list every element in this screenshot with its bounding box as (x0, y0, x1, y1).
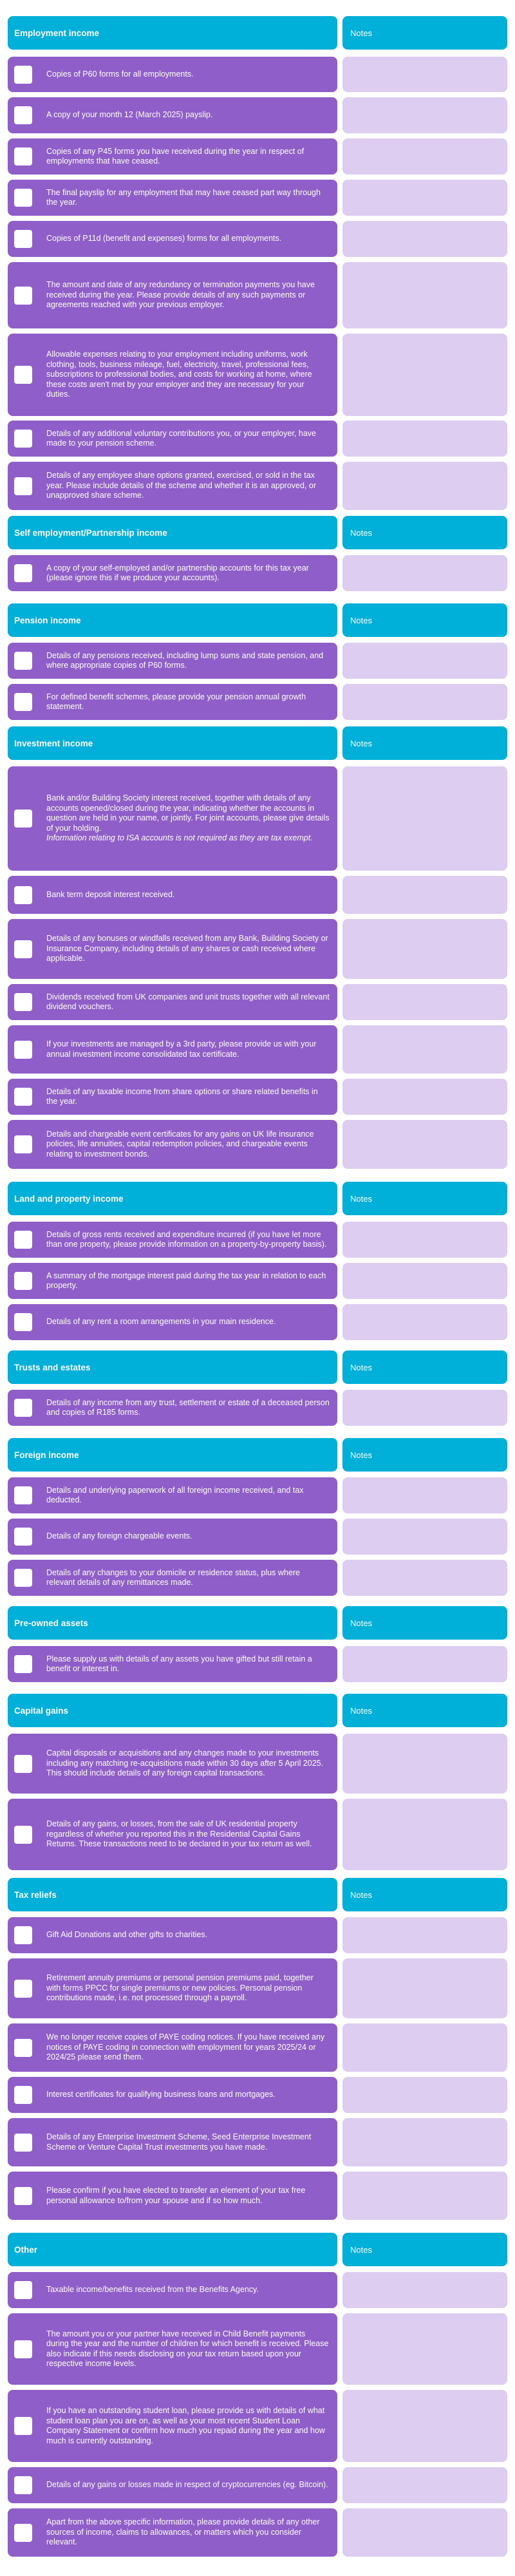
section-title: Capital gains (8, 1694, 337, 1727)
item-text-block (46, 1390, 330, 1426)
item-card (8, 221, 337, 257)
item-card (8, 1263, 337, 1299)
item-card (8, 262, 337, 328)
item-card (8, 1304, 337, 1340)
notes-field[interactable] (342, 2172, 507, 2220)
notes-field[interactable] (342, 2467, 507, 2503)
item-card (8, 984, 337, 1020)
checklist-item (8, 221, 507, 257)
checklist-item (8, 57, 507, 92)
notes-header: Notes (342, 16, 507, 50)
item-description: Copies of P11d (benefit and expenses) forms for all employments. (46, 234, 282, 243)
notes-header: Notes (342, 726, 507, 760)
item-text-block (46, 1120, 330, 1169)
item-checkbox[interactable] (14, 366, 32, 384)
notes-field[interactable] (342, 1560, 507, 1596)
item-checkbox[interactable] (14, 477, 32, 495)
item-text-block (46, 876, 330, 914)
item-checkbox[interactable] (14, 230, 32, 248)
item-card (8, 1646, 337, 1682)
item-text-block (46, 643, 330, 679)
notes-field[interactable] (342, 1120, 507, 1169)
section-title: Pension income (8, 603, 337, 637)
item-card (8, 138, 337, 175)
item-text-block (46, 2313, 330, 2385)
notes-field[interactable] (342, 462, 507, 510)
item-text-block (46, 334, 330, 416)
item-checkbox[interactable] (14, 1826, 32, 1844)
item-card (8, 643, 337, 679)
item-text-block (46, 1560, 330, 1596)
item-description: Interest certificates for qualifying business loans and mortgages. (46, 2090, 276, 2099)
item-text-block (46, 2390, 330, 2462)
item-description: Retirement annuity premiums or personal pension premiums paid, together with forms PPCC for single premiums or new policies. Personal pension contributions made, i.e. not processed through a payroll. (46, 1973, 314, 2003)
notes-field[interactable] (342, 984, 507, 1020)
notes-field[interactable] (342, 2118, 507, 2166)
notes-header: Notes (342, 516, 507, 549)
item-text-block (46, 1799, 330, 1870)
item-checkbox[interactable] (14, 1399, 32, 1417)
checklist-item (8, 2272, 507, 2308)
section-header (8, 726, 507, 760)
item-description: The amount and date of any redundancy or termination payments you have received during the year. Please provide details of any such payments or agreements reached with your previous employer. (46, 280, 315, 310)
item-card (8, 766, 337, 871)
item-description: Details of any pensions received, including lump sums and state pension, and where appropriate copies of P60 forms. (46, 650, 324, 670)
item-description: If your investments are managed by a 3rd party, please provide us with your annual investment income consolidated tax certificate. (46, 1039, 317, 1059)
checklist-item (8, 462, 507, 510)
item-text-block (46, 766, 330, 871)
notes-field[interactable] (342, 1477, 507, 1513)
checklist-item (8, 1917, 507, 1953)
item-checkbox[interactable] (14, 993, 32, 1011)
section-header (8, 516, 507, 549)
item-text-block (46, 180, 330, 216)
checklist-item (8, 2390, 507, 2462)
notes-field[interactable] (342, 1958, 507, 2018)
item-note: Information relating to ISA accounts is not required as they are tax exempt. (46, 833, 313, 843)
item-description: A copy of your self-employed and/or partnership accounts for this tax year (please ignore this if we produce your accounts). (46, 563, 309, 582)
item-checkbox[interactable] (14, 189, 32, 207)
notes-header: Notes (342, 1694, 507, 1727)
item-text-block (46, 462, 330, 510)
checklist-item (8, 2508, 507, 2557)
item-text-block (46, 984, 330, 1020)
item-text-block (46, 2508, 330, 2557)
item-text-block (46, 1079, 330, 1115)
item-description: Details of any Enterprise Investment Scheme, Seed Enterprise Investment Scheme or Venture Capital Trust investments you have made. (46, 2132, 312, 2152)
item-checkbox[interactable] (14, 106, 32, 124)
item-card (8, 180, 337, 216)
checklist-item (8, 262, 507, 328)
checklist-item (8, 1120, 507, 1169)
item-description: If you have an outstanding student loan, please provide us with details of what student loan plan you are on, as well as your most recent Student Loan Company Statement or confirm how much you repaid during the year and how much is currently outstanding. (46, 2406, 325, 2445)
item-description: We no longer receive copies of PAYE coding notices. If you have received any notices of PAYE coding in connection with employment for years 2025/24 or 2024/25 please send them. (46, 2032, 325, 2062)
notes-header: Notes (342, 2233, 507, 2266)
section-header (8, 603, 507, 637)
item-card (8, 2313, 337, 2385)
item-checkbox[interactable] (14, 1088, 32, 1106)
item-description: Dividends received from UK companies and unit trusts together with all relevant dividend vouchers. (46, 992, 330, 1011)
checklist-item (8, 555, 507, 591)
item-description: Details of any gains, or losses, from the sale of UK residential property regardless of whether you reported this in the Residential Capital Gains Returns. These transactions need to be declared in your tax return as well. (46, 1819, 312, 1849)
checklist-item (8, 1799, 507, 1870)
checklist-item (8, 1734, 507, 1794)
section-header (8, 2233, 507, 2266)
notes-field[interactable] (342, 1390, 507, 1426)
section-header (8, 1182, 507, 1215)
item-checkbox[interactable] (14, 1041, 32, 1059)
item-description: Allowable expenses relating to your employment including uniforms, work clothing, tools, business mileage, fuel, electricity, travel, professional fees, subscriptions to professional bodies, and costs for working at home, where these costs aren't met by your employer and they are necessary for your duties. (46, 350, 312, 399)
notes-field[interactable] (342, 138, 507, 175)
checklist-item (8, 1304, 507, 1340)
item-description: Details of any taxable income from share options or share related benefits in the year. (46, 1086, 318, 1106)
notes-field[interactable] (342, 1222, 507, 1258)
item-description: A summary of the mortgage interest paid during the tax year in relation to each property. (46, 1271, 326, 1290)
section-title: Self employment/Partnership income (8, 516, 337, 549)
item-checkbox[interactable] (14, 1980, 32, 1998)
item-card (8, 2118, 337, 2166)
item-checkbox[interactable] (14, 1926, 32, 1944)
item-description: Copies of P60 forms for all employments. (46, 69, 194, 79)
item-text-block (46, 1304, 330, 1340)
item-text-block (46, 1477, 330, 1513)
section-header (8, 1438, 507, 1472)
item-text-block (46, 1025, 330, 1074)
item-description: Please supply us with details of any assets you have gifted but still retain a benefit or interest in. (46, 1654, 312, 1673)
item-description: Bank and/or Building Society interest received, together with details of any accounts opened/closed during the year, indicating whether the accounts in question are held in your name, or jointly. For joint accounts, please give details of your holding. (46, 793, 330, 833)
item-card (8, 1079, 337, 1115)
item-description: A copy of your month 12 (March 2025) payslip. (46, 110, 213, 120)
item-card (8, 1222, 337, 1258)
item-card (8, 2272, 337, 2308)
checklist-item (8, 180, 507, 216)
item-text-block (46, 2467, 330, 2503)
checklist-item (8, 2077, 507, 2113)
item-text-block (46, 2118, 330, 2166)
item-description: Gift Aid Donations and other gifts to charities. (46, 1930, 208, 1940)
item-card (8, 1519, 337, 1555)
checklist-item (8, 2467, 507, 2503)
item-checkbox[interactable] (14, 2524, 32, 2542)
notes-field[interactable] (342, 919, 507, 979)
checklist-item (8, 1646, 507, 1682)
item-description: Details and chargeable event certificates for any gains on UK life insurance policies, life annuities, capital redemption policies, and chargeable events relating to investment bonds. (46, 1129, 314, 1159)
notes-field[interactable] (342, 2272, 507, 2308)
checklist-item (8, 919, 507, 979)
checklist-item (8, 876, 507, 914)
section-title: Tax reliefs (8, 1878, 337, 1911)
checklist-item (8, 421, 507, 457)
section-title: Investment income (8, 726, 337, 760)
item-text-block (46, 2172, 330, 2220)
checklist-item (8, 684, 507, 720)
notes-field[interactable] (342, 2313, 507, 2385)
notes-field[interactable] (342, 1519, 507, 1555)
notes-field[interactable] (342, 643, 507, 679)
item-checkbox[interactable] (14, 2340, 32, 2358)
item-text-block (46, 1263, 330, 1299)
section-title: Land and property income (8, 1182, 337, 1215)
item-checkbox[interactable] (14, 2417, 32, 2435)
checklist-item (8, 2023, 507, 2072)
notes-field[interactable] (342, 1799, 507, 1870)
section-title: Employment income (8, 16, 337, 50)
item-card (8, 1477, 337, 1513)
notes-header: Notes (342, 1350, 507, 1384)
notes-field[interactable] (342, 221, 507, 257)
item-card (8, 1799, 337, 1870)
item-description: Details of any additional voluntary contributions you, or your employer, have made to your pension scheme. (46, 428, 316, 448)
item-text-block (46, 1734, 330, 1794)
checklist-item (8, 1958, 507, 2018)
notes-field[interactable] (342, 1646, 507, 1682)
item-checkbox[interactable] (14, 1655, 32, 1673)
item-card (8, 2172, 337, 2220)
section-header (8, 1694, 507, 1727)
item-card (8, 2023, 337, 2072)
item-text-block (46, 1222, 330, 1258)
item-card (8, 1917, 337, 1953)
item-checkbox[interactable] (14, 564, 32, 582)
checklist-item (8, 2118, 507, 2166)
notes-field[interactable] (342, 1025, 507, 1074)
item-checkbox[interactable] (14, 810, 32, 828)
checklist-item (8, 2172, 507, 2220)
notes-field[interactable] (342, 1263, 507, 1299)
checklist-item (8, 1390, 507, 1426)
notes-header: Notes (342, 1438, 507, 1472)
item-checkbox[interactable] (14, 66, 32, 84)
item-card (8, 684, 337, 720)
section-header (8, 1606, 507, 1640)
item-text-block (46, 1519, 330, 1555)
item-checkbox[interactable] (14, 1528, 32, 1546)
notes-field[interactable] (342, 2023, 507, 2072)
notes-field[interactable] (342, 766, 507, 871)
notes-header: Notes (342, 1878, 507, 1911)
checklist-item (8, 1477, 507, 1513)
notes-field[interactable] (342, 2077, 507, 2113)
item-description: Bank term deposit interest received. (46, 889, 175, 899)
item-checkbox[interactable] (14, 652, 32, 670)
section-header (8, 16, 507, 50)
notes-field[interactable] (342, 57, 507, 92)
item-card (8, 334, 337, 416)
item-text-block (46, 421, 330, 457)
item-card (8, 421, 337, 457)
item-description: Details of any income from any trust, settlement or estate of a deceased person and copies of R185 forms. (46, 1397, 330, 1417)
checklist-item (8, 2313, 507, 2385)
section-title: Other (8, 2233, 337, 2266)
item-card (8, 1120, 337, 1169)
item-checkbox[interactable] (14, 2039, 32, 2057)
item-checkbox[interactable] (14, 430, 32, 448)
item-text-block (46, 919, 330, 979)
item-description: The amount you or your partner have received in Child Benefit payments during the year and the number of children for which benefit is received. Please also indicate if this needs disclosing on your tax return based upon your respective income levels. (46, 2329, 329, 2368)
checklist-item (8, 766, 507, 871)
checklist-item (8, 334, 507, 416)
item-card (8, 555, 337, 591)
item-description: Details of any bonuses or windfalls received from any Bank, Building Society or Insurance Company, including details of any shares or cash received where applicable. (46, 934, 328, 963)
checklist-item (8, 1560, 507, 1596)
notes-field[interactable] (342, 1079, 507, 1115)
item-checkbox[interactable] (14, 1755, 32, 1773)
item-text-block (46, 2272, 330, 2308)
item-card (8, 919, 337, 979)
item-checkbox[interactable] (14, 287, 32, 305)
item-checkbox[interactable] (14, 2187, 32, 2205)
notes-field[interactable] (342, 876, 507, 914)
notes-header: Notes (342, 1182, 507, 1215)
item-checkbox[interactable] (14, 1313, 32, 1331)
item-card (8, 1025, 337, 1074)
item-card (8, 1958, 337, 2018)
item-card (8, 1390, 337, 1426)
item-description: Details of any rent a room arrangements in your main residence. (46, 1317, 276, 1327)
notes-field[interactable] (342, 97, 507, 133)
item-text-block (46, 221, 330, 257)
item-card (8, 97, 337, 133)
item-card (8, 2467, 337, 2503)
item-checkbox[interactable] (14, 147, 32, 166)
checklist-item (8, 1222, 507, 1258)
item-checkbox[interactable] (14, 1135, 32, 1153)
checklist-item (8, 984, 507, 1020)
checklist-item (8, 1079, 507, 1115)
notes-field[interactable] (342, 180, 507, 216)
item-text-block (46, 2023, 330, 2072)
item-description: For defined benefit schemes, please provide your pension annual growth statement. (46, 692, 306, 711)
item-text-block (46, 2077, 330, 2113)
checklist-item (8, 138, 507, 175)
section-header (8, 1350, 507, 1384)
checklist-item (8, 1519, 507, 1555)
checklist-item (8, 97, 507, 133)
section-title: Pre-owned assets (8, 1606, 337, 1640)
notes-field[interactable] (342, 1917, 507, 1953)
checklist-item (8, 1263, 507, 1299)
item-description: Please confirm if you have elected to transfer an element of your tax free personal allowance to/from your spouse and if so how much. (46, 2186, 306, 2205)
item-checkbox[interactable] (14, 2281, 32, 2299)
item-description: Taxable income/benefits received from the Benefits Agency. (46, 2285, 259, 2295)
item-text-block (46, 57, 330, 92)
checklist-item (8, 1025, 507, 1074)
item-description: Details of any changes to your domicile or residence status, plus where relevant details of any remittances made. (46, 1567, 300, 1587)
item-checkbox[interactable] (14, 1486, 32, 1504)
notes-field[interactable] (342, 421, 507, 457)
checklist-item (8, 643, 507, 679)
notes-header: Notes (342, 603, 507, 637)
item-text-block (46, 1917, 330, 1953)
item-description: Capital disposals or acquisitions and any changes made to your investments including any matching re-acquisitions made within 30 days after 5 April 2025. This should include details of any foreign capital transactions. (46, 1748, 324, 1778)
item-text-block (46, 97, 330, 133)
item-description: Copies of any P45 forms you have received during the year in respect of employments that have ceased. (46, 146, 304, 166)
item-checkbox[interactable] (14, 1569, 32, 1587)
item-text-block (46, 555, 330, 591)
notes-field[interactable] (342, 1304, 507, 1340)
item-checkbox[interactable] (14, 2476, 32, 2494)
item-description: Details of any gains or losses made in respect of cryptocurrencies (eg. Bitcoin). (46, 2480, 328, 2490)
notes-field[interactable] (342, 555, 507, 591)
item-text-block (46, 684, 330, 720)
item-card (8, 2508, 337, 2557)
notes-field[interactable] (342, 2508, 507, 2557)
item-description: Apart from the above specific information, please provide details of any other sources of income, claims to allowances, or matters which you consider relevant. (46, 2517, 320, 2547)
item-card (8, 2390, 337, 2462)
item-card (8, 57, 337, 92)
item-checkbox[interactable] (14, 886, 32, 904)
item-card (8, 2077, 337, 2113)
section-title: Foreign income (8, 1438, 337, 1472)
notes-field[interactable] (342, 2390, 507, 2462)
item-description: Details of any employee share options granted, exercised, or sold in the tax year. Please include details of the scheme and whether it is an approved, or unapproved share scheme. (46, 471, 317, 500)
item-card (8, 1734, 337, 1794)
notes-header: Notes (342, 1606, 507, 1640)
item-description: Details of gross rents received and expenditure incurred (if you have let more than one property, please provide information on a property-by-property basis). (46, 1229, 327, 1249)
item-text-block (46, 262, 330, 328)
item-card (8, 462, 337, 510)
notes-field[interactable] (342, 334, 507, 416)
section-header (8, 1878, 507, 1911)
item-card (8, 1560, 337, 1596)
notes-field[interactable] (342, 262, 507, 328)
notes-field[interactable] (342, 684, 507, 720)
item-description: Details of any foreign chargeable events. (46, 1531, 192, 1541)
item-checkbox[interactable] (14, 940, 32, 958)
item-checkbox[interactable] (14, 2134, 32, 2152)
item-description: The final payslip for any employment that may have ceased part way through the year. (46, 187, 321, 207)
item-text-block (46, 1958, 330, 2018)
notes-field[interactable] (342, 1734, 507, 1794)
item-checkbox[interactable] (14, 1272, 32, 1290)
item-text-block (46, 138, 330, 175)
item-card (8, 876, 337, 914)
section-title: Trusts and estates (8, 1350, 337, 1384)
item-checkbox[interactable] (14, 693, 32, 711)
item-text-block (46, 1646, 330, 1682)
item-checkbox[interactable] (14, 2086, 32, 2104)
item-checkbox[interactable] (14, 1231, 32, 1249)
item-description: Details and underlying paperwork of all foreign income received, and tax deducted. (46, 1485, 304, 1504)
